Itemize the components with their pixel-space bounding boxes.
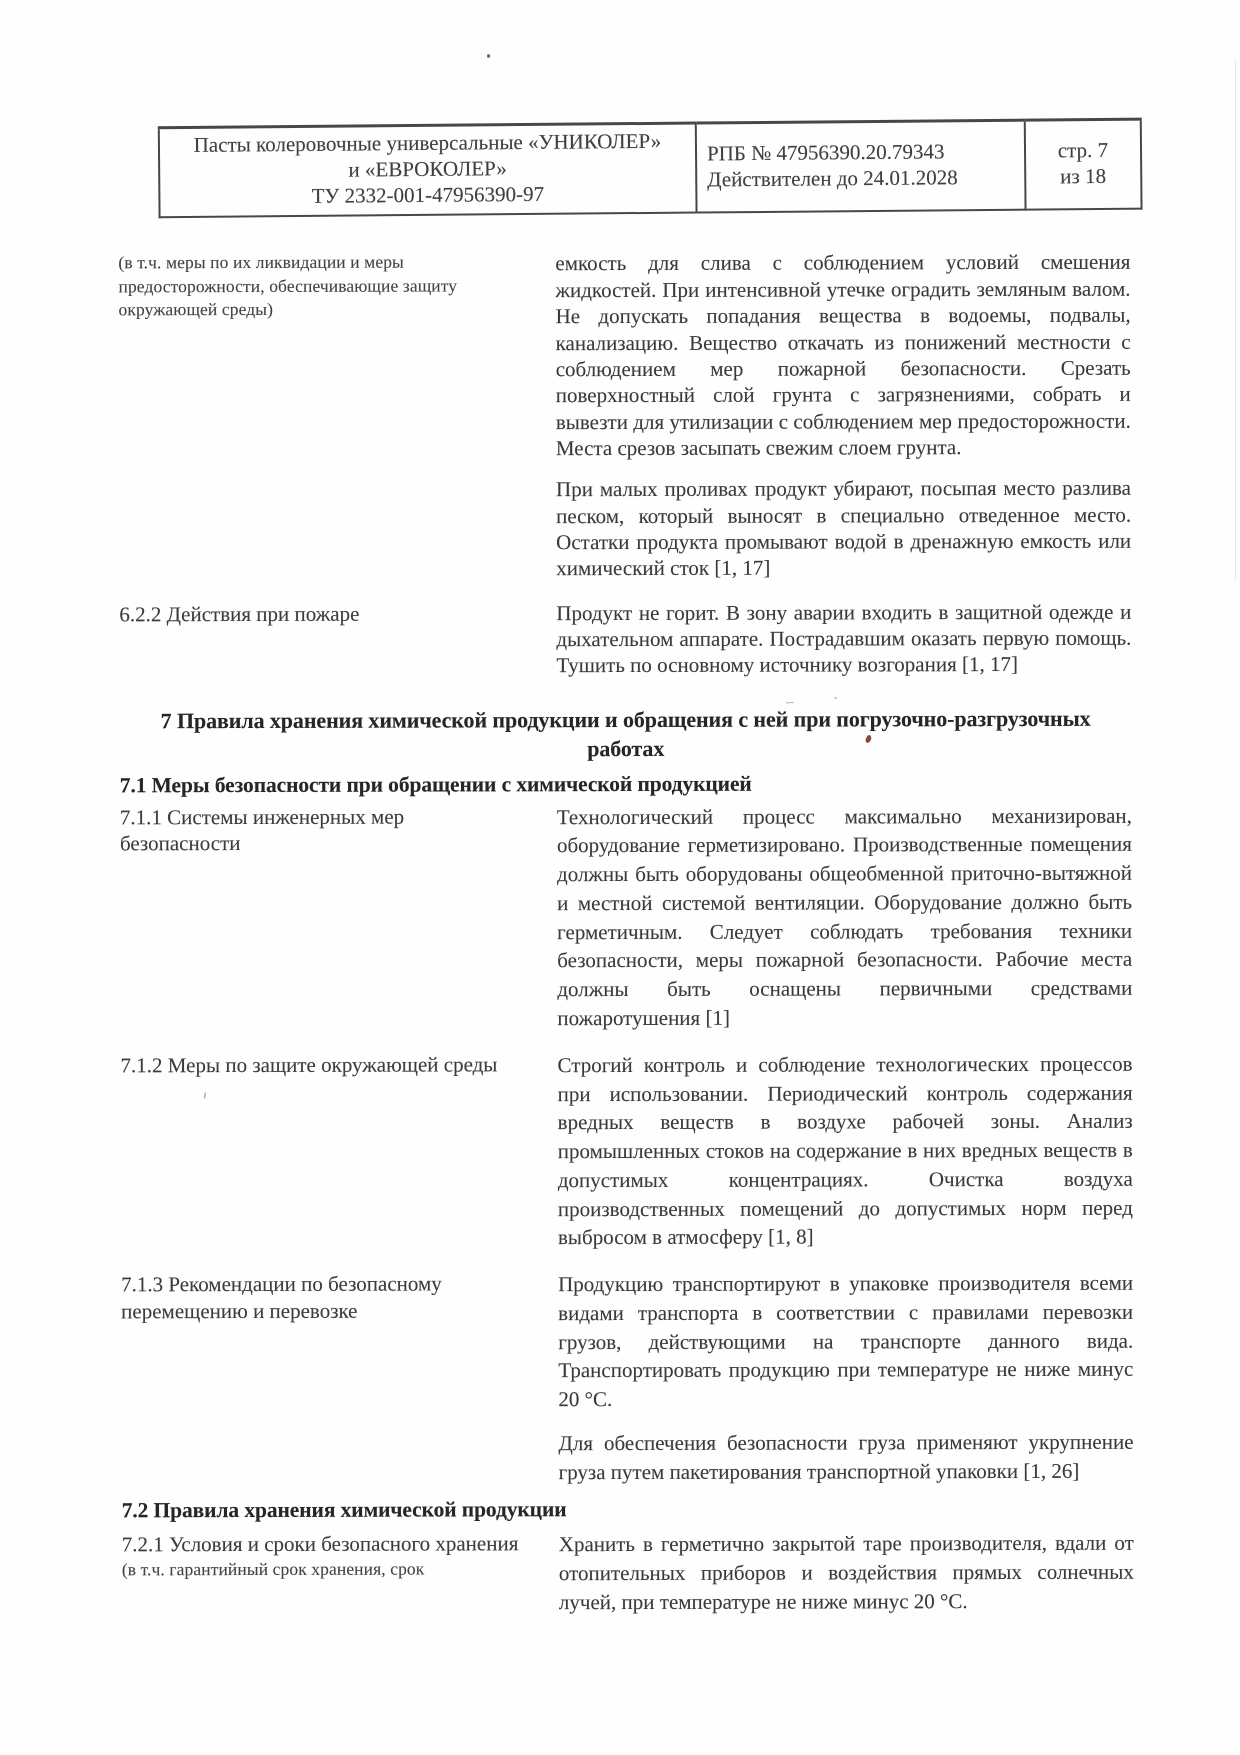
storage-conditions-text: Хранить в герметично закрытой таре производителя, вдали от отопительных приборов и воздействия прямых солнечных лучей, при температуре не ниже минус 20 °С.: [558, 1531, 1134, 1615]
scan-speck: [487, 54, 490, 58]
document-content: [118, 121, 1134, 1618]
storage-conditions-note: (в т.ч. гарантийный срок хранения, срок: [121, 1558, 425, 1580]
header-table: [158, 118, 1143, 219]
page-current: стр. 7: [1057, 137, 1109, 163]
engineering-measures-label: 7.1.1 Системы инженерных мер безопасности: [119, 804, 405, 856]
engineering-measures-text: Технологический процесс максимально механизирован, оборудование герметизировано. Производственные помещения должны быть оборудованы общеобменной приточно-вытяжной и местной системой вентиляции. Оборудование должно быть герметичным. Следует соблюдать требования техники безопасности, меры пожарной безопасности. Рабочие места должны быть оснащены первичными средствами пожаротушения [1]: [556, 803, 1133, 1031]
rpb-number: РПБ № 47956390.20.79343: [706, 139, 945, 166]
row-text-column: [556, 598, 1131, 679]
row-label-column: [120, 1051, 558, 1254]
product-title-line: Пасты колеровочные универсальные «УНИКОЛЕР»: [193, 128, 662, 157]
spill-paragraph-2: При малых проливах продукт убирают, посыпая место разлива песком, который выносят в специально отведенное место. Остатки продукта промывают водой в дренажную емкость или химический сток [1, 17]: [555, 475, 1132, 581]
section-row-712: [120, 1049, 1133, 1253]
section72-title: 7.2 Правила хранения химической продукции: [121, 1497, 567, 1523]
valid-until: Действителен до 24.01.2028: [707, 164, 958, 192]
page-number-cell: [1025, 119, 1142, 210]
page-total: из 18: [1060, 163, 1107, 189]
row-label-column: [121, 1270, 559, 1488]
row-text-column: [559, 1529, 1134, 1617]
transport-recommendations-label: 7.1.3 Рекомендации по безопасному перемещению и перевозке: [121, 1271, 442, 1324]
row-label-column: [122, 1531, 559, 1618]
product-title-cell: [159, 123, 697, 218]
spill-paragraph-1: емкость для слива с соблюдением условий смешения жидкостей. При интенсивной утечке оградить земляным валом. Не допускать попадания вещества в водоемы, подвалы, канализацию. Вещество откачать из понижений местности с соблюдением мер пожарной безопасности. Срезать поверхностный слой грунта с загрязнениями, собрать и вывезти для утилизации с соблюдением мер предосторожности. Места срезов засыпать свежим слоем грунта.: [555, 250, 1131, 461]
section71-title: 7.1 Меры безопасности при обращении с химической продукцией: [119, 771, 752, 798]
environment-protection-label: 7.1.2 Меры по защите окружающей среды: [120, 1052, 498, 1078]
storage-conditions-label: 7.2.1 Условия и сроки безопасного хранения: [121, 1531, 519, 1557]
scan-stray-marks: – ·: [785, 689, 857, 711]
row-text-column: [555, 249, 1131, 582]
section-row-fire: [119, 598, 1131, 680]
environment-protection-text: Строгий контроль и соблюдение технологических процессов при использовании. Периодический контроль содержания вредных веществ в воздухе рабочей зоны. Анализ промышленных стоков на содержание в них вредных веществ в допустимых концентрациях. Очистка воздуха производственных помещений до допустимых норм перед выбросом в атмосферу [1, 8]: [557, 1051, 1133, 1250]
product-title-line: ТУ 2332-001-47956390-97: [311, 181, 545, 208]
row-label-column: [118, 251, 556, 583]
row-text-column: [557, 801, 1133, 1033]
fire-actions-label: 6.2.2 Действия при пожаре: [119, 601, 360, 626]
document-number-cell: [696, 120, 1026, 213]
section-row-721: [122, 1529, 1134, 1618]
section-row-713: [121, 1269, 1134, 1488]
transport-paragraph-2: Для обеспечения безопасности груза применяют укрупнение груза путем пакетирования транспортной упаковки [1, 26]: [558, 1429, 1134, 1484]
row-label-column: [120, 803, 558, 1034]
product-title-line: и «ЕВРОКОЛЕР»: [348, 156, 507, 182]
fire-actions-text: Продукт не горит. В зону аварии входить в защитной одежде и дыхательном аппарате. Пострадавшим оказать первую помощь. Тушить по основному источнику возгорания [1, 17]: [556, 599, 1132, 678]
paper-edge-line: [1235, 60, 1236, 580]
row-text-column: [557, 1049, 1133, 1252]
env-measures-note: (в т.ч. меры по их ликвидации и меры предосторожности, обеспечивающие защиту окружающей среды): [118, 252, 458, 319]
section-row-711: [120, 801, 1133, 1034]
transport-paragraph-1: Продукцию транспортируют в упаковке производителя всеми видами транспорта в соответствии с правилами перевозки грузов, действующими на транспорте данного вида. Транспортировать продукцию при температуре не ниже минус 20 °С.: [558, 1270, 1134, 1412]
section-row-spill: [118, 249, 1131, 583]
row-label-column: [119, 600, 556, 680]
section7-title: 7 Правила хранения химической продукции и обращения с ней при погрузочно-разгрузочных работах: [160, 705, 1091, 761]
row-text-column: [558, 1269, 1134, 1487]
